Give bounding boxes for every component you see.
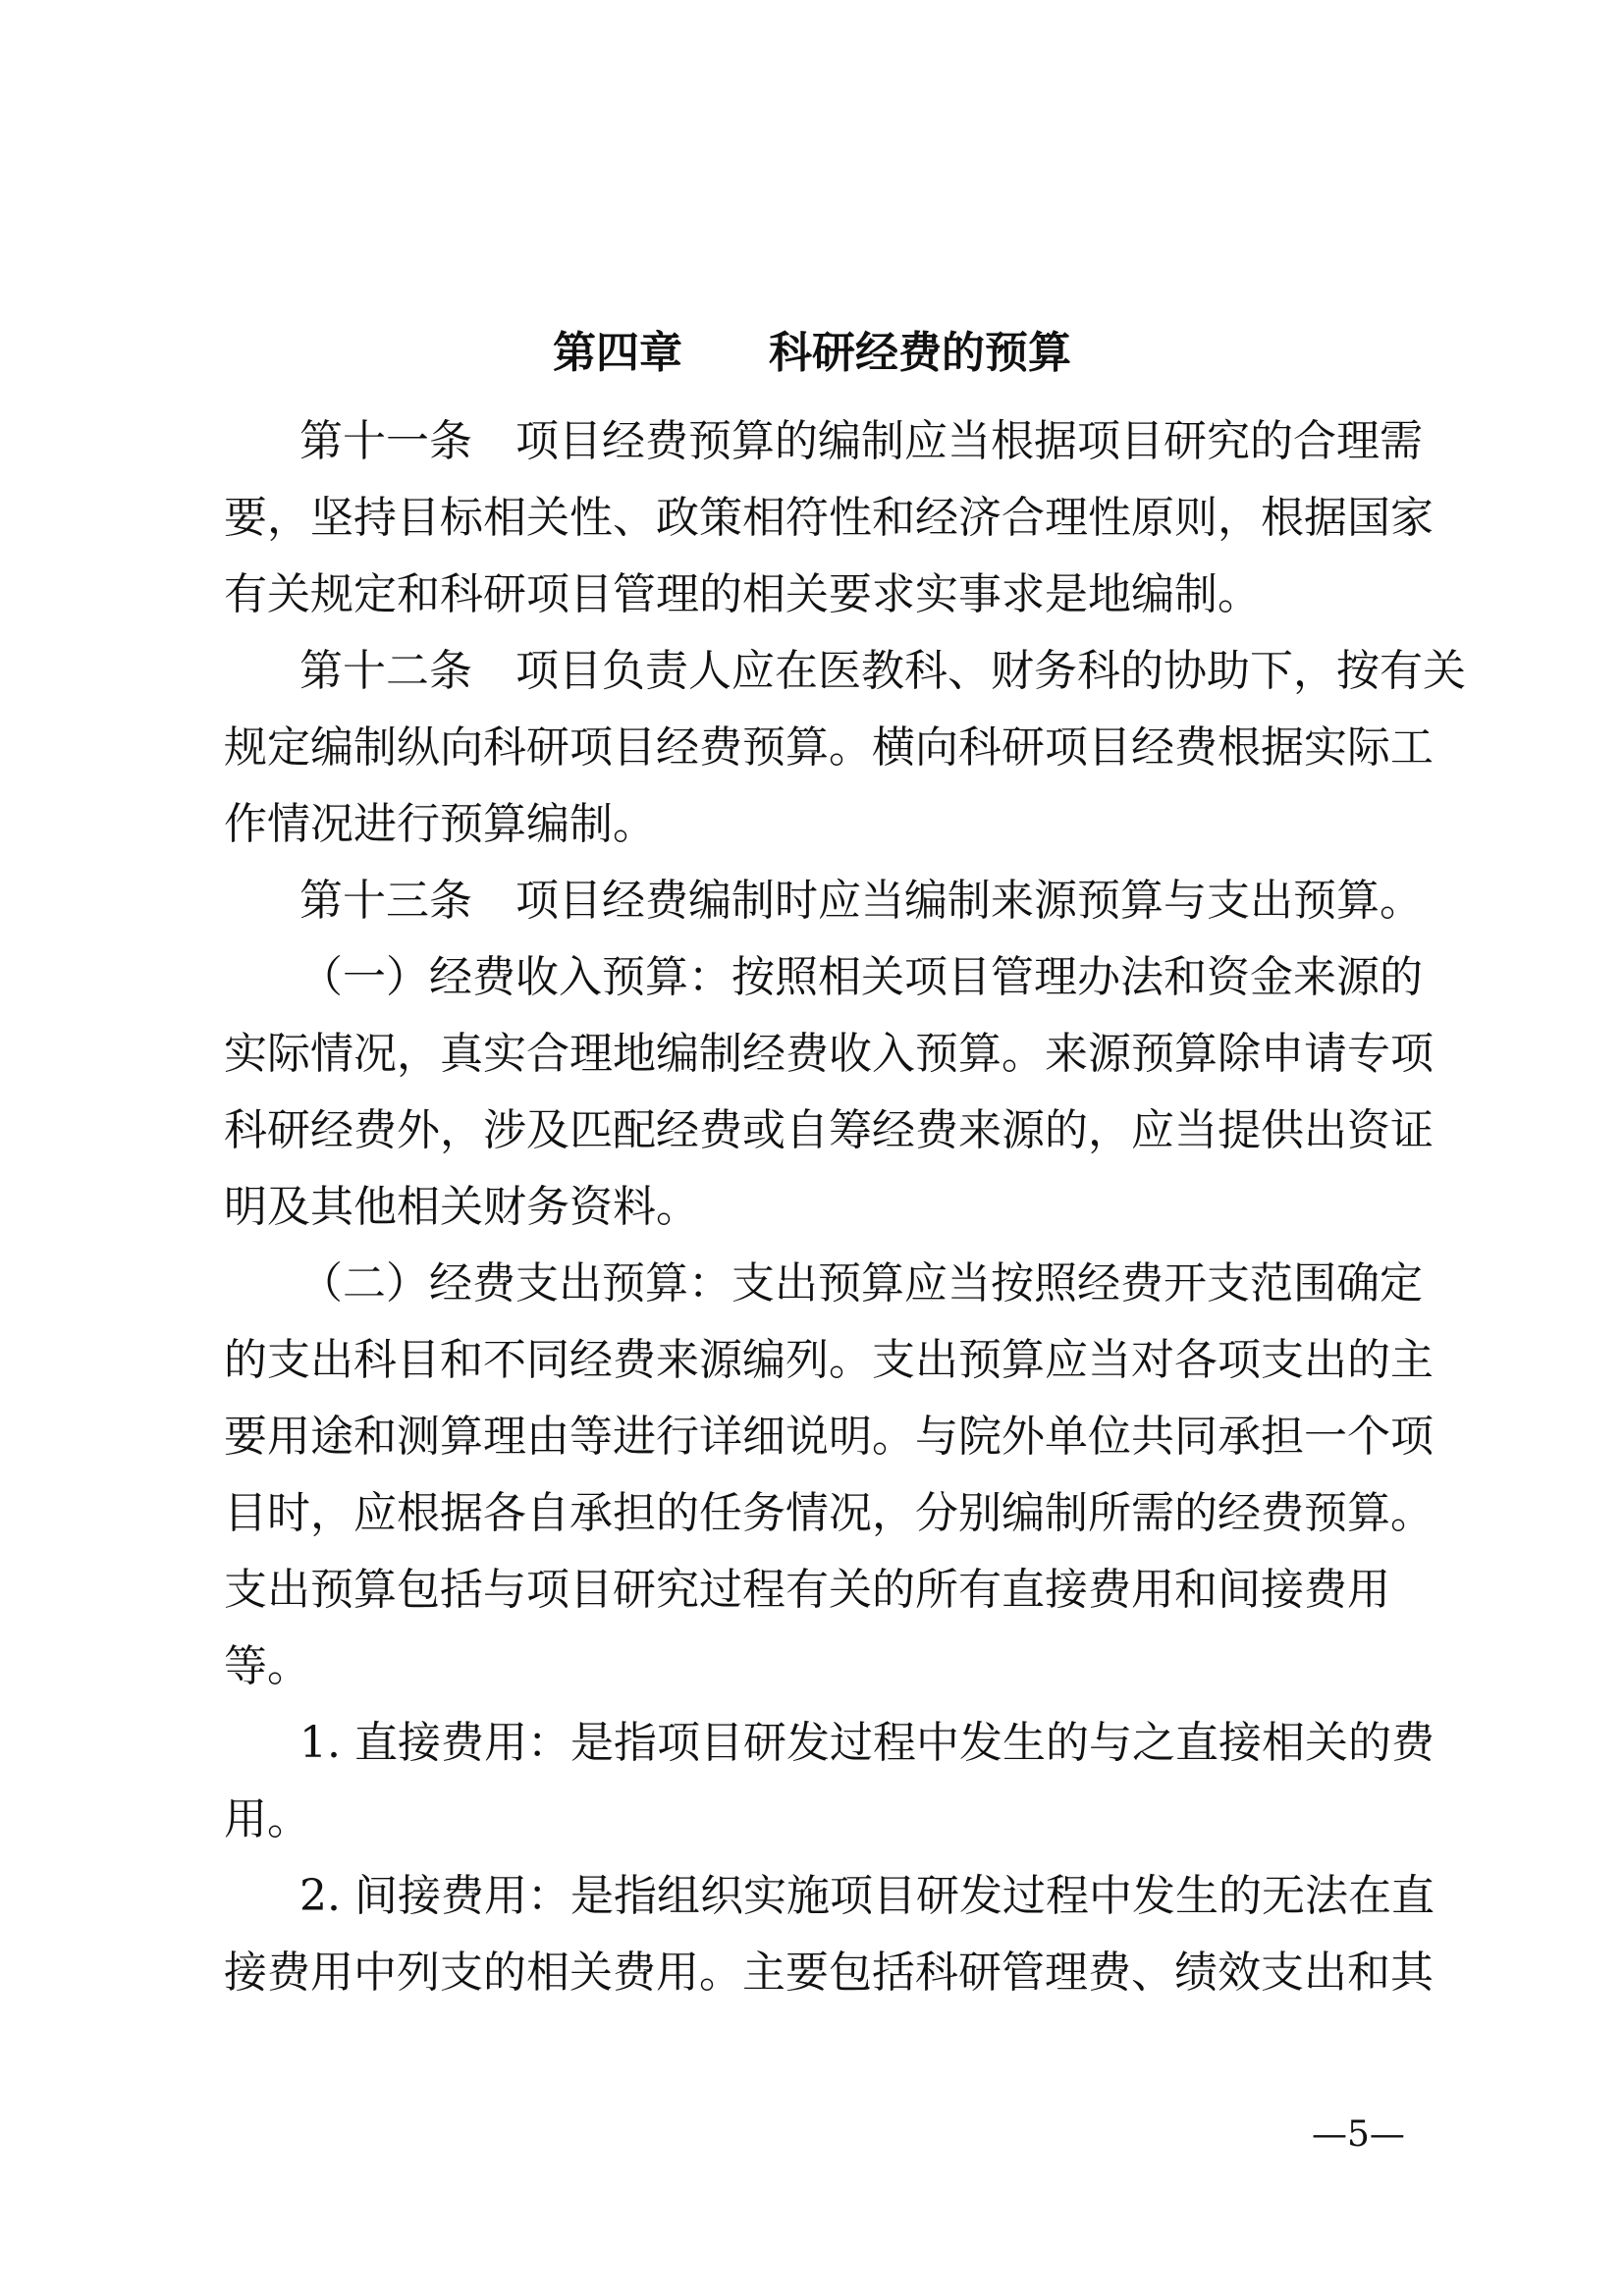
income-budget-line-1: （一）经费收入预算：按照相关项目管理办法和资金来源的	[299, 952, 1423, 1002]
article-11-line-2: 要，坚持目标相关性、政策相符性和经济合理性原则，根据国家	[224, 493, 1434, 543]
expense-budget-line-6: 等。	[224, 1641, 310, 1691]
expense-budget-line-4: 目时，应根据各自承担的任务情况，分别编制所需的经费预算。	[224, 1488, 1434, 1538]
direct-cost-line-2: 用。	[224, 1794, 310, 1844]
article-13-line-1: 第十三条 项目经费编制时应当编制来源预算与支出预算。	[299, 876, 1423, 926]
article-12-line-2: 规定编制纵向科研项目经费预算。横向科研项目经费根据实际工	[224, 722, 1434, 773]
indirect-cost-line-1: 2. 间接费用：是指组织实施项目研发过程中发生的无法在直	[299, 1871, 1435, 1921]
indirect-cost-line-2: 接费用中列支的相关费用。主要包括科研管理费、绩效支出和其	[224, 1948, 1434, 1998]
income-budget-line-3: 科研经费外，涉及匹配经费或自筹经费来源的，应当提供出资证	[224, 1105, 1434, 1155]
expense-budget-line-2: 的支出科目和不同经费来源编列。支出预算应当对各项支出的主	[224, 1335, 1434, 1385]
expense-budget-line-5: 支出预算包括与项目研究过程有关的所有直接费用和间接费用	[224, 1565, 1390, 1615]
article-11-line-3: 有关规定和科研项目管理的相关要求实事求是地编制。	[224, 569, 1261, 619]
expense-budget-line-3: 要用途和测算理由等进行详细说明。与院外单位共同承担一个项	[224, 1412, 1434, 1462]
chapter-title: 第四章 科研经费的预算	[553, 328, 1071, 378]
article-11-line-1: 第十一条 项目经费预算的编制应当根据项目研究的合理需	[299, 416, 1423, 466]
article-12-line-1: 第十二条 项目负责人应在医教科、财务科的协助下，按有关	[299, 646, 1466, 696]
income-budget-line-2: 实际情况，真实合理地编制经费收入预算。来源预算除申请专项	[224, 1029, 1434, 1079]
page-number: —5—	[1312, 2114, 1405, 2155]
expense-budget-line-1: （二）经费支出预算：支出预算应当按照经费开支范围确定	[299, 1258, 1423, 1308]
direct-cost-line-1: 1. 直接费用：是指项目研发过程中发生的与之直接相关的费	[299, 1718, 1435, 1768]
article-12-line-3: 作情况进行预算编制。	[224, 799, 656, 849]
income-budget-line-4: 明及其他相关财务资料。	[224, 1182, 699, 1232]
